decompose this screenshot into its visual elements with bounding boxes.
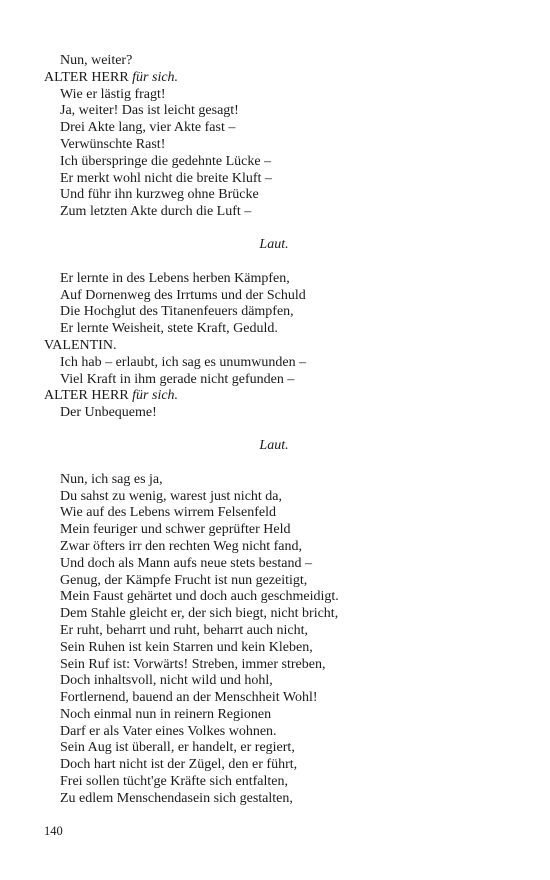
verse-line: Nun, weiter? (60, 53, 133, 68)
verse-line: Sein Aug ist überall, er handelt, er regiert, (60, 740, 295, 756)
verse-line: Ich überspringe die gedehnte Lücke – (60, 153, 272, 169)
stage-direction-inline: für sich. (132, 388, 179, 404)
verse-line: Er ruht, beharrt und ruht, beharrt auch nicht, (60, 622, 309, 638)
verse-line: Ich hab – erlaubt, ich sag es unumwunden – (60, 354, 307, 370)
verse-line: Darf er als Vater eines Volkes wohnen. (60, 723, 277, 739)
verse-line: Du sahst zu wenig, warest just nicht da, (60, 488, 283, 504)
verse-line: Zwar öfters irr den rechten Weg nicht fand, (60, 538, 302, 554)
speaker-heading (44, 70, 504, 87)
verse-line: Ja, weiter! Das ist leicht gesagt! (60, 103, 239, 119)
verse-line: Zu edlem Menschendasein sich gestalten, (60, 790, 293, 806)
stage-direction: Laut. (259, 236, 289, 252)
verse-line: Frei sollen tücht'ge Kräfte sich entfalten, (60, 774, 288, 790)
verse-line: Verwünschte Rast! (60, 136, 166, 152)
stage-direction: Laut. (259, 437, 289, 453)
speaker-name: ALTER HERR (44, 388, 129, 404)
verse-line: Er merkt wohl nicht die breite Kluft – (60, 170, 272, 186)
stage-direction-inline: für sich. (132, 69, 179, 85)
verse-line: Zum letzten Akte durch die Luft – (60, 204, 252, 220)
page-number: 140 (44, 824, 63, 838)
verse-line: Noch einmal nun in reinern Regionen (60, 706, 272, 722)
verse-line: Auf Dornenweg des Irrtums und der Schuld (60, 287, 306, 303)
verse-line: Sein Ruf ist: Vorwärts! Streben, immer streben, (60, 656, 326, 672)
verse-line: Dem Stahle gleicht er, der sich biegt, nicht bricht, (60, 606, 339, 622)
speaker-heading (44, 388, 504, 405)
page-body (44, 53, 504, 808)
spacer (44, 221, 504, 237)
verse-line: Die Hochglut des Titanenfeuers dämpfen, (60, 304, 294, 320)
speaker-heading (44, 338, 504, 355)
verse-line: Doch hart nicht ist der Zügel, den er führt, (60, 757, 298, 773)
verse-line: Er lernte Weisheit, stete Kraft, Geduld. (60, 321, 278, 337)
spacer (44, 254, 504, 271)
spacer (44, 422, 504, 438)
verse-line: Fortlernend, bauend an der Menschheit Wohl! (60, 690, 318, 706)
verse-line: Der Unbequeme! (60, 405, 157, 421)
verse-line: Mein feuriger und schwer geprüfter Held (60, 522, 291, 538)
verse-line: Er lernte in des Lebens herben Kämpfen, (60, 270, 290, 286)
verse-line: Doch inhaltsvoll, nicht wild und hohl, (60, 673, 273, 689)
verse-line: Und führ ihn kurzweg ohne Brücke (60, 187, 259, 203)
verse-line: Mein Faust gehärtet und doch auch geschmeidigt. (60, 589, 339, 605)
verse-line: Viel Kraft in ihm gerade nicht gefunden – (60, 371, 295, 387)
verse-line: Wie er lästig fragt! (60, 86, 166, 102)
verse-line: Sein Ruhen ist kein Starren und kein Kleben, (60, 639, 313, 655)
speaker-name: ALTER HERR (44, 69, 129, 85)
speaker-name: VALENTIN. (44, 337, 117, 353)
verse-line: Nun, ich sag es ja, (60, 471, 163, 487)
verse-line: Und doch als Mann aufs neue stets bestand – (60, 555, 312, 571)
verse-line: Wie auf des Lebens wirrem Felsenfeld (60, 505, 276, 521)
verse-line: Genug, der Kämpfe Frucht ist nun gezeitigt, (60, 572, 308, 588)
spacer (44, 455, 504, 472)
verse-line: Drei Akte lang, vier Akte fast – (60, 120, 236, 136)
